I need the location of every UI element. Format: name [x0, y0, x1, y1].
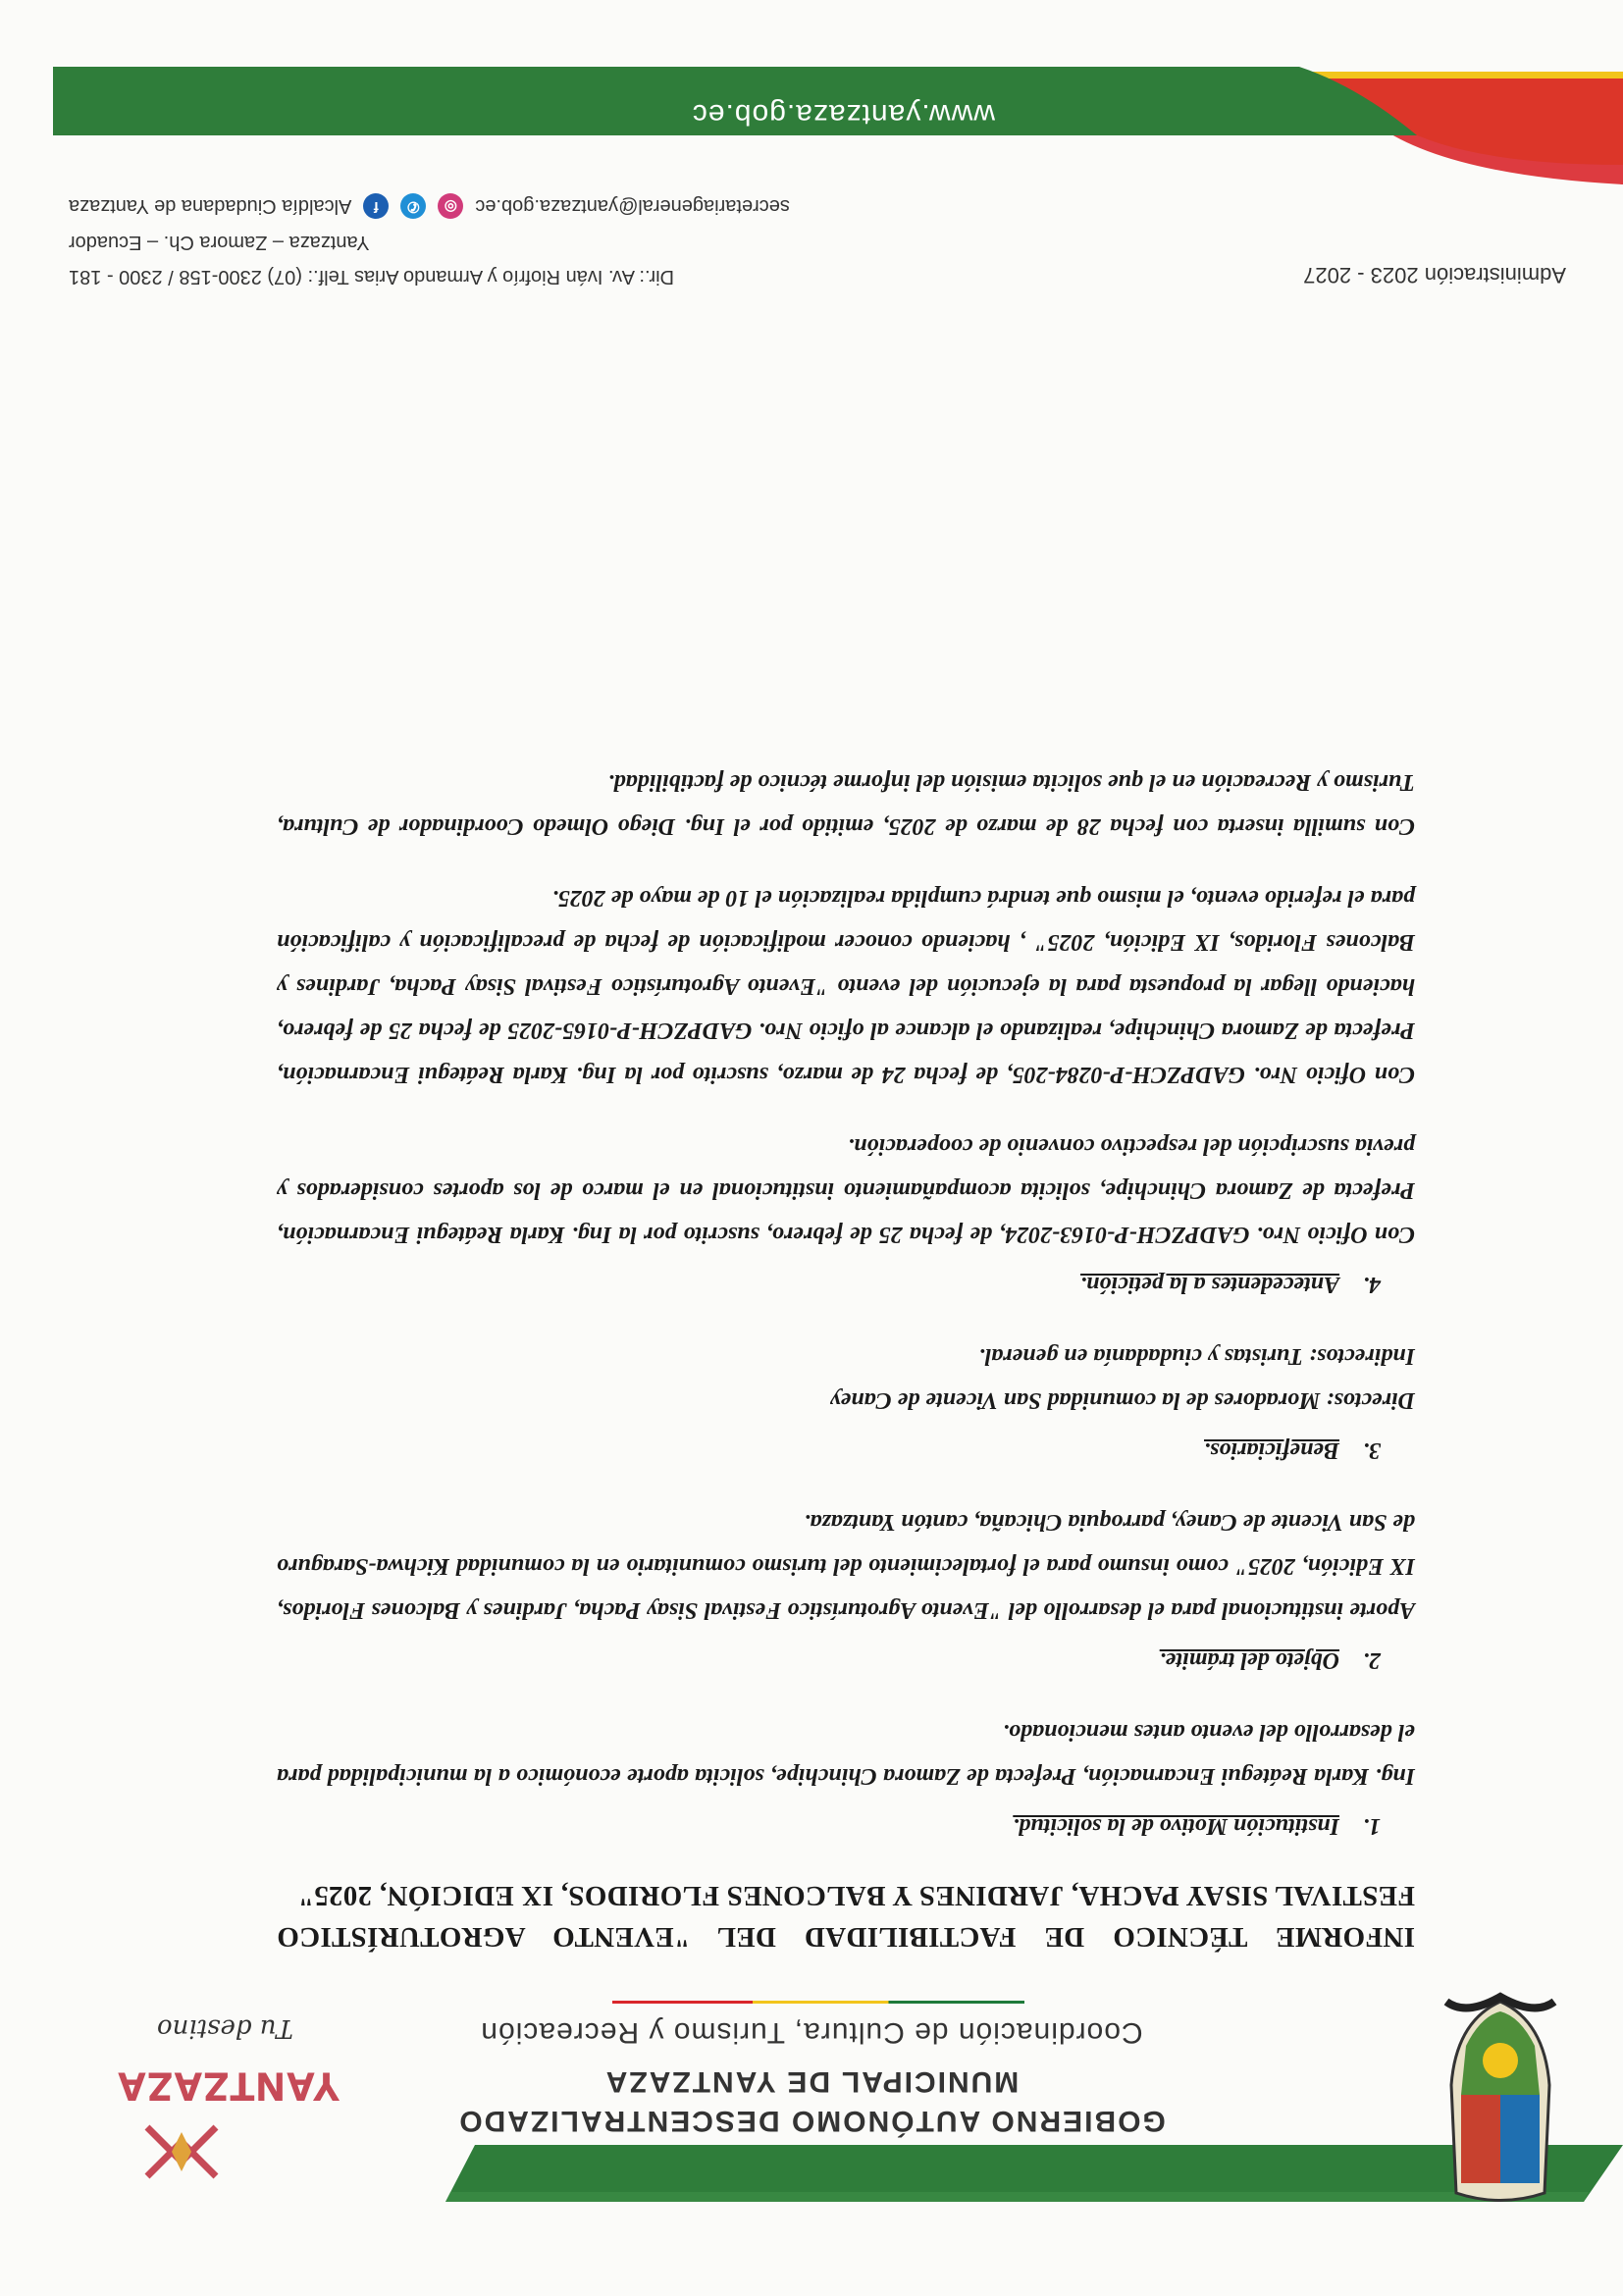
- facebook-icon[interactable]: f: [363, 193, 389, 219]
- header-tricolor-divider: [612, 2001, 1024, 2004]
- section-1-text: Ing. Karla Reátegui Encarnación, Prefecta de Zamora Chinchipe, solicita aporte económico a la municipalidad para el desarrollo del evento antes mencionado.: [277, 1719, 1415, 1789]
- footer-website-link[interactable]: www.yantzaza.gob.ec: [691, 98, 995, 130]
- antecedent-paragraph-1: Con Oficio Nro. GADPZCH-P-0163-2024, de fecha 25 de febrero, suscrito por la Ing. Karla Reátegui Encarnación, Prefecta de Zamora Chinchipe, solicita acompañamiento institucional en el marco de los aportes considerados y previa suscripción del respectivo convenio de cooperación.: [277, 1133, 1415, 1247]
- footer-address: Dir.: Av. Iván Riofrío y Armando Arias Telf.: (07) 2300-158 / 2300 - 181: [69, 266, 675, 287]
- section-1-number: 1.: [1363, 1813, 1381, 1839]
- section-1-title: Institución Motivo de la solicitud.: [1013, 1813, 1339, 1839]
- section-2-title: Objeto del trámite.: [1159, 1647, 1339, 1673]
- yantzaza-wordmark: YANTZAZA: [116, 2064, 340, 2108]
- header-institution-line2: MUNICIPAL DE YANTZAZA: [603, 2065, 1020, 2098]
- footer-city: Yantzaza – Zamora Ch. – Ecuador: [69, 232, 370, 253]
- antecedent-paragraph-2: Con Oficio Nro. GADPZCH-P-0284-205, de fecha 24 de marzo, suscrito por la Ing. Karla Reátegui Encarnación, Prefecta de Zamora Chinchipe, realizando el alcance al oficio Nro. GADPZCH-P-0165-2025 de fecha 25 de febrero, haciendo llegar la propuesta para la ejecución del evento "Evento Agroturístico Festival Sisay Pacha, Jardines y Balcones Floridos, IX Edición, 2025" , haciendo conocer modificación de fecha de precalificación y calificación para el referido evento, el mismo que tendrá cumplida realización el 10 de mayo de 2025.: [277, 885, 1415, 1087]
- section-3-title: Beneficiarios.: [1204, 1437, 1339, 1463]
- document-body: [277, 759, 1415, 1957]
- beneficiaries-indirect: Indirectos: Turistas y ciudadanía en general.: [978, 1343, 1415, 1369]
- section-3-number: 3.: [1363, 1437, 1381, 1463]
- yantzaza-logo-icon: [137, 2108, 226, 2196]
- document-title: INFORME TÉCNICO DE FACTIBILIDAD DEL "EVENTO AGROTURÍSTICO FESTIVAL SISAY PACHA, JARDINES Y BALCONES FLORIDOS, IX EDICIÓN, 2025": [277, 1880, 1415, 1953]
- instagram-icon[interactable]: ◎: [438, 193, 463, 219]
- section-2-text: Aporte institucional para el desarrollo del "Evento Agroturístico Festival Sisay Pacha, Jardines y Balcones Floridos, IX Edición, 2025" como insumo para el fortalecimiento del turismo comunitario en la comunidad Kichwa-Saraguro de San Vicente de Caney, parroquia Chicaña, cantón Yantzaza.: [277, 1509, 1415, 1623]
- header-department: Coordinación de Cultura, Turismo y Recreación: [480, 2016, 1143, 2049]
- header-institution-line1: GOBIERNO AUTÓNOMO DESCENTRALIZADO: [457, 2105, 1166, 2137]
- section-4-heading: [277, 1262, 1415, 1306]
- footer-social-name: Alcaldía Ciudadana de Yantzaza: [69, 195, 352, 218]
- whatsapp-icon[interactable]: ✆: [400, 193, 426, 219]
- footer-email[interactable]: secretariageneral@yantzaza.gob.ec: [475, 195, 790, 218]
- beneficiaries-direct: Directos: Moradores de la comunidad San Vicente de Caney: [830, 1387, 1415, 1413]
- section-4-title: Antecedentes a la petición.: [1080, 1272, 1339, 1297]
- section-4-number: 4.: [1363, 1272, 1381, 1297]
- section-2-number: 2.: [1363, 1647, 1381, 1673]
- footer-contacts: [69, 193, 790, 219]
- antecedent-paragraph-3: Con sumilla inserta con fecha 28 de marzo de 2025, emitido por el Ing. Diego Olmedo Coordinador de Cultura, Turismo y Recreación en el que solicita emisión del informe técnico de factibilidad.: [277, 769, 1415, 839]
- footer-administration: Administración 2023 - 2027: [1303, 263, 1566, 287]
- yantzaza-tagline: Tu destino: [157, 2013, 293, 2043]
- section-3-heading: [277, 1428, 1415, 1472]
- section-2-heading: [277, 1638, 1415, 1682]
- section-1-heading: [277, 1803, 1415, 1848]
